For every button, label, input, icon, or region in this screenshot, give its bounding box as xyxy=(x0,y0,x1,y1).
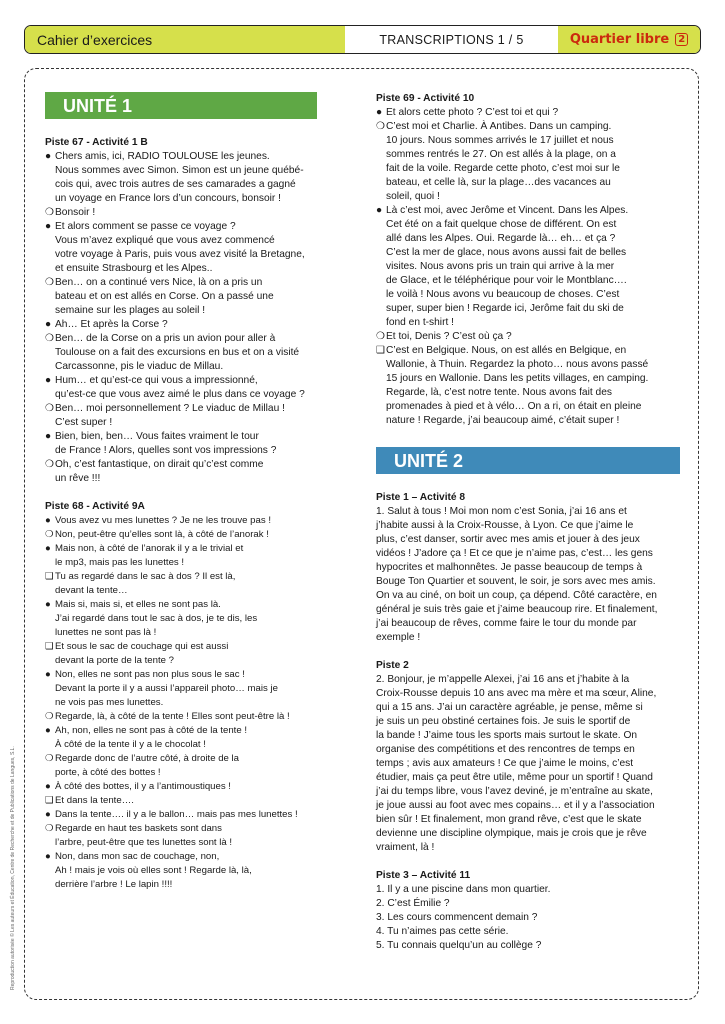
dialogue-text: ne vois pas mes lunettes. xyxy=(55,697,164,708)
dialogue-text: Cet été on a fait quelque chose de différent. On est xyxy=(386,219,617,230)
dialogue-text: Non, peut-être qu’elles sont là, à côté de l’anorak ! xyxy=(55,529,269,540)
dialogue-line xyxy=(45,248,335,262)
dialogue-line xyxy=(376,344,682,358)
dialogue-line xyxy=(45,150,335,164)
dialogue-line xyxy=(376,162,682,176)
dialogue-text: super, super bien ! Regarde ici, Jerôme fait du ski de xyxy=(386,303,624,314)
dialogue-line xyxy=(45,192,335,206)
dialogue-line xyxy=(45,178,335,192)
dialogue-text: Carcassonne, pis le viaduc de Millau. xyxy=(55,361,224,372)
speaker-marker: ❍ xyxy=(45,207,55,218)
dialogue-line xyxy=(45,332,335,346)
transcript-line: Croix-Rousse depuis 10 ans avec ma mère et ma sœur, Aline, xyxy=(376,688,657,699)
dialogue-line xyxy=(45,276,335,290)
speaker-marker: ● xyxy=(45,431,52,442)
speaker-marker: ❍ xyxy=(45,823,54,834)
transcript-line: 1. Salut à tous ! Moi mon nom c’est Sonia, j’ai 16 ans et xyxy=(376,506,627,517)
dialogue-line xyxy=(376,232,682,246)
speaker-marker: ❍ xyxy=(45,753,54,764)
dialogue-text: semaine sur les plages au soleil ! xyxy=(55,305,206,316)
dialogue-text: de Glace, et le téléphérique pour voir le Montblanc…. xyxy=(386,275,627,286)
transcript-line: 3. Les cours commencent demain ? xyxy=(376,912,538,923)
dialogue-line xyxy=(45,220,335,234)
dialogue-line xyxy=(45,556,335,570)
dialogue-text: bateau et on est allés en Corse. On a passé une xyxy=(55,291,274,302)
speaker-marker: ● xyxy=(376,107,383,118)
dialogue-line xyxy=(376,106,682,120)
speaker-marker: ● xyxy=(45,543,51,554)
dialogue-text: Toulouse on a fait des excursions en bus et on a visité xyxy=(55,347,300,358)
dialogue-line xyxy=(45,304,335,318)
dialogue-line xyxy=(45,780,335,794)
dialogue-text: 10 jours. Nous sommes arrivés le 17 juillet et nous xyxy=(386,135,614,146)
speaker-marker: ● xyxy=(45,725,51,736)
speaker-marker: ● xyxy=(45,319,52,330)
dialogue-text: devant la porte de la tente ? xyxy=(55,655,174,666)
dialogue-text: Tu as regardé dans le sac à dos ? Il est là, xyxy=(55,571,236,582)
dialogue-line xyxy=(45,766,335,780)
dialogue-line xyxy=(45,206,335,220)
speaker-marker: ❍ xyxy=(376,121,386,132)
dialogue-text: Regarde, là, à côté de la tente ! Elles sont peut-être là ! xyxy=(55,711,290,722)
dialogue-line xyxy=(376,330,682,344)
dialogue-line xyxy=(376,260,682,274)
dialogue-text: 15 jours en Wallonie. Dans les petits villages, en camping. xyxy=(386,373,649,384)
dialogue-text: et ensuite Strasbourg et les Alpes.. xyxy=(55,263,213,274)
dialogue-text: Oh, c’est fantastique, on dirait qu’c’est comme xyxy=(55,459,264,470)
transcript-line: général je suis très gaie et j’aime beaucoup rire. Et finalement, xyxy=(376,604,658,615)
transcript-line: organise des compétitions et des rencontres de temps en xyxy=(376,744,635,755)
dialogue-line xyxy=(376,176,682,190)
transcript-line: On va au ciné, on boit un coup, ça dépend. Côté caractère, en xyxy=(376,590,657,601)
transcript-line: exemple ! xyxy=(376,632,421,643)
dialogue-text: Mais si, mais si, et elles ne sont pas là. xyxy=(55,599,221,610)
dialogue-text: Mais non, à côté de l’anorak il y a le trivial et xyxy=(55,543,244,554)
dialogue-line xyxy=(376,218,682,232)
dialogue-text: Et sous le sac de couchage qui est aussi xyxy=(55,641,229,652)
dialogue-text: Chers amis, ici, RADIO TOULOUSE les jeunes. xyxy=(55,151,270,162)
transcript-line: 4. Tu n’aimes pas cette série. xyxy=(376,926,509,937)
dialogue-text: un rêve !!! xyxy=(55,473,101,484)
dialogue-text: le voilà ! Nous avons vu beaucoup de choses. C’est xyxy=(386,289,620,300)
dialogue-text: Et dans la tente…. xyxy=(55,795,134,806)
piste-69-transcript xyxy=(376,106,682,428)
dialogue-text: Ah, non, elles ne sont pas à côté de la tente ! xyxy=(55,725,248,736)
piste-2-title: Piste 2 xyxy=(376,660,409,671)
dialogue-text: fond en t-shirt ! xyxy=(386,317,454,328)
dialogue-text: porte, à côté des bottes ! xyxy=(55,767,161,778)
piste-69-title: Piste 69 - Activité 10 xyxy=(376,93,475,104)
dialogue-text: Regarde, là, c’est notre tente. Nous avons fait des xyxy=(386,387,612,398)
dialogue-text: visites. Nous avons pris un train qui arrive à la mer xyxy=(386,261,615,272)
transcript-line: bien sûr ! Et finalement, mon grand rêve, c’est que le skate xyxy=(376,814,642,825)
dialogue-line xyxy=(45,822,335,836)
dialogue-line xyxy=(45,528,335,542)
dialogue-text: Regarde donc de l’autre côté, à droite de la xyxy=(55,753,240,764)
brand-logo xyxy=(558,26,700,53)
header-book-title: Cahier d’exercices xyxy=(25,26,345,53)
piste-68-title: Piste 68 - Activité 9A xyxy=(45,501,145,512)
dialogue-text: de France ! Alors, quelles sont vos impressions ? xyxy=(55,445,277,456)
dialogue-line xyxy=(45,346,335,360)
transcript-line: Bouge Ton Quartier et souvent, le soir, je sors avec mes amis. xyxy=(376,576,656,587)
dialogue-line xyxy=(376,148,682,162)
brand-name: Quartier libre xyxy=(569,32,670,47)
transcript-line: 1. Il y a une piscine dans mon quartier. xyxy=(376,884,551,895)
piste-68-transcript xyxy=(45,514,335,892)
dialogue-text: Et alors comment se passe ce voyage ? xyxy=(55,221,236,232)
dialogue-line xyxy=(376,246,682,260)
dialogue-line xyxy=(45,612,335,626)
dialogue-line xyxy=(45,472,335,486)
dialogue-text: C’est en Belgique. Nous, on est allés en Belgique, en xyxy=(386,345,627,356)
transcript-line: la bande ! J’aime tous les sports mais surtout le skate. On xyxy=(376,730,638,741)
transcript-line: plus, c’est danser, sortir avec mes amis et jouer à des jeux xyxy=(376,534,640,545)
dialogue-line xyxy=(45,794,335,808)
speaker-marker: ❍ xyxy=(45,333,55,344)
dialogue-text: Ah… Et après la Corse ? xyxy=(55,319,168,330)
transcript-line: j’ai du temps libre, vous l’avez deviné, je m’entraîne au skate, xyxy=(376,786,653,797)
dialogue-line xyxy=(45,164,335,178)
left-column xyxy=(45,92,335,892)
speaker-marker: ● xyxy=(45,599,51,610)
dialogue-text: sommes rentrés le 27. On est allés à la plage, on a xyxy=(386,149,616,160)
dialogue-text: Ben… de la Corse on a pris un avion pour aller à xyxy=(55,333,276,344)
dialogue-text: nature ! Regarde, j’ai beaucoup aimé, c’était super ! xyxy=(386,415,620,426)
dialogue-line xyxy=(45,752,335,766)
dialogue-text: C’est super ! xyxy=(55,417,113,428)
transcript-line: je joue aussi au foot avec mes copains… et il y a l’association xyxy=(376,800,655,811)
piste-1-transcript xyxy=(376,505,682,645)
dialogue-line xyxy=(45,724,335,738)
dialogue-text: Non, dans mon sac de couchage, non, xyxy=(55,851,220,862)
dialogue-text: Non, elles ne sont pas non plus sous le sac ! xyxy=(55,669,245,680)
transcript-line: vidéos ! J’adore ça ! Et ce que je n’aime pas, c’est… les gens xyxy=(376,548,653,559)
dialogue-line xyxy=(45,584,335,598)
speaker-marker: ❑ xyxy=(45,571,54,582)
speaker-marker: ● xyxy=(45,151,52,162)
dialogue-line xyxy=(45,836,335,850)
transcript-line: j’ai beaucoup de rêves, comme faire le tour du monde par xyxy=(376,618,637,629)
unit-1-banner: UNITÉ 1 xyxy=(45,92,317,119)
piste-1-title: Piste 1 – Activité 8 xyxy=(376,492,466,503)
dialogue-line xyxy=(45,444,335,458)
dialogue-text: bateau, et celle là, sur la plage…des vacances au xyxy=(386,177,611,188)
dialogue-line xyxy=(376,204,682,218)
transcript-line: j’habite aussi à la Croix-Rousse, à Lyon. Ce que j’aime le xyxy=(376,520,634,531)
dialogue-text: Vous m’avez expliqué que vous avez commencé xyxy=(55,235,275,246)
piste-2-transcript xyxy=(376,673,682,855)
dialogue-text: soleil, quoi ! xyxy=(386,191,440,202)
speaker-marker: ❍ xyxy=(45,529,54,540)
dialogue-text: derrière l’arbre ! Le lapin !!!! xyxy=(55,879,173,890)
speaker-marker: ● xyxy=(45,221,52,232)
piste-3-title: Piste 3 – Activité 11 xyxy=(376,870,471,881)
transcript-line: temps ; avis aux amateurs ! Ce que j’aime le moins, c’est xyxy=(376,758,634,769)
speaker-marker: ● xyxy=(45,781,51,792)
speaker-marker: ❍ xyxy=(45,459,55,470)
transcript-line: 2. Bonjour, je m’appelle Alexei, j’ai 16 ans et j’habite à la xyxy=(376,674,630,685)
speaker-marker: ❍ xyxy=(45,711,54,722)
dialogue-line xyxy=(376,190,682,204)
dialogue-text: Ben… on a continué vers Nice, là on a pris un xyxy=(55,277,263,288)
dialogue-line xyxy=(376,386,682,400)
dialogue-line xyxy=(45,430,335,444)
dialogue-line xyxy=(45,360,335,374)
piste-67-title: Piste 67 - Activité 1 B xyxy=(45,137,148,148)
dialogue-line xyxy=(376,372,682,386)
dialogue-line xyxy=(45,850,335,864)
copyright-credit: Reproduction autorisée © Les auteurs et Éducation, Centre de Recherche et de Publications de Langues, S.L. xyxy=(10,746,16,990)
header-section-title: TRANSCRIPTIONS 1 / 5 xyxy=(379,32,524,47)
dialogue-line xyxy=(376,358,682,372)
dialogue-line xyxy=(45,682,335,696)
dialogue-text: Bien, bien, ben… Vous faites vraiment le tour xyxy=(55,431,259,442)
dialogue-text: promenades à pied et à vélo… On a ri, on était en pleine xyxy=(386,401,642,412)
dialogue-line xyxy=(45,458,335,472)
dialogue-text: votre voyage à Paris, puis vous avez visité la Bretagne, xyxy=(55,249,305,260)
speaker-marker: ● xyxy=(45,809,51,820)
dialogue-text: J’ai regardé dans tout le sac à dos, je te dis, les xyxy=(55,613,258,624)
dialogue-text: l’arbre, peut-être que tes lunettes sont là ! xyxy=(55,837,233,848)
dialogue-text: C’est moi et Charlie. À Antibes. Dans un camping. xyxy=(386,121,612,132)
dialogue-text: Et toi, Denis ? C’est où ça ? xyxy=(386,331,512,342)
dialogue-text: Devant la porte il y a aussi l’appareil photo… mais je xyxy=(55,683,278,694)
dialogue-text: lunettes ne sont pas là ! xyxy=(55,627,157,638)
dialogue-line xyxy=(376,120,682,134)
transcript-line: devienne une discipline olympique, mais je crois que je rêve xyxy=(376,828,647,839)
speaker-marker: ❑ xyxy=(376,345,386,356)
speaker-marker: ❍ xyxy=(45,403,55,414)
dialogue-text: Dans la tente…. il y a le ballon… mais pas mes lunettes ! xyxy=(55,809,298,820)
dialogue-text: Ah ! mais je vois où elles sont ! Regarde là, là, xyxy=(55,865,252,876)
speaker-marker: ● xyxy=(45,669,51,680)
transcript-line: je suis un peu obstiné certaines fois. Je suis le sportif de xyxy=(376,716,631,727)
speaker-marker: ❍ xyxy=(376,331,386,342)
dialogue-text: C’est la mer de glace, nous avons aussi fait de belles xyxy=(386,247,627,258)
dialogue-line xyxy=(45,878,335,892)
dialogue-text: allé dans les Alpes. Oui. Regarde là… eh… et ça ? xyxy=(386,233,616,244)
dialogue-line xyxy=(45,234,335,248)
dialogue-line xyxy=(376,134,682,148)
dialogue-line xyxy=(45,598,335,612)
dialogue-line xyxy=(45,654,335,668)
piste-67-transcript xyxy=(45,150,335,486)
dialogue-line xyxy=(376,400,682,414)
dialogue-text: Regarde en haut tes baskets sont dans xyxy=(55,823,222,834)
dialogue-text: Vous avez vu mes lunettes ? Je ne les trouve pas ! xyxy=(55,515,271,526)
dialogue-text: À côté des bottes, il y a l’antimoustiques ! xyxy=(55,781,231,792)
transcript-line: 2. C’est Émilie ? xyxy=(376,898,450,909)
transcript-line: qui a 15 ans. J’ai un caractère agréable, je pense, même si xyxy=(376,702,643,713)
dialogue-line xyxy=(45,388,335,402)
brand-number: 2 xyxy=(675,33,688,46)
speaker-marker: ❑ xyxy=(45,795,54,806)
dialogue-text: qu’est-ce que vous avez aimé le plus dans ce voyage ? xyxy=(55,389,305,400)
dialogue-line xyxy=(376,274,682,288)
dialogue-text: Bonsoir ! xyxy=(55,207,96,218)
dialogue-line xyxy=(45,416,335,430)
dialogue-text: À côté de la tente il y a le chocolat ! xyxy=(55,739,206,750)
dialogue-line xyxy=(45,290,335,304)
dialogue-line xyxy=(45,318,335,332)
dialogue-line xyxy=(45,374,335,388)
page-header xyxy=(24,25,701,54)
dialogue-line xyxy=(45,696,335,710)
dialogue-line xyxy=(45,542,335,556)
dialogue-line xyxy=(45,738,335,752)
transcript-line: 5. Tu connais quelqu’un au collège ? xyxy=(376,940,542,951)
dialogue-text: Ben… moi personnellement ? Le viaduc de Millau ! xyxy=(55,403,285,414)
speaker-marker: ● xyxy=(376,205,383,216)
unit-2-banner: UNITÉ 2 xyxy=(376,447,680,474)
dialogue-text: Et alors cette photo ? C’est toi et qui ? xyxy=(386,107,559,118)
dialogue-text: le mp3, mais pas les lunettes ! xyxy=(55,557,185,568)
speaker-marker: ● xyxy=(45,851,51,862)
dialogue-line xyxy=(45,710,335,724)
dialogue-text: Nous sommes avec Simon. Simon est un jeune québé- xyxy=(55,165,304,176)
dialogue-line xyxy=(45,808,335,822)
dialogue-text: devant la tente… xyxy=(55,585,128,596)
right-column xyxy=(376,92,682,953)
dialogue-line xyxy=(45,864,335,878)
transcript-line: hypocrites et malhonnêtes. Je passe beaucoup de temps à xyxy=(376,562,643,573)
dialogue-line xyxy=(376,302,682,316)
dialogue-line xyxy=(45,262,335,276)
speaker-marker: ● xyxy=(45,375,52,386)
speaker-marker: ❍ xyxy=(45,277,55,288)
dialogue-line xyxy=(45,668,335,682)
dialogue-line xyxy=(45,514,335,528)
dialogue-text: fait de la voile. Regarde cette photo, c’est moi sur le xyxy=(386,163,620,174)
dialogue-text: un voyage en France lors d’un concours, bonsoir ! xyxy=(55,193,281,204)
dialogue-line xyxy=(45,402,335,416)
speaker-marker: ● xyxy=(45,515,51,526)
piste-3-transcript xyxy=(376,883,682,953)
transcript-line: étudier, mais ça peut être utile, même pour un sportif ! Quand xyxy=(376,772,653,783)
speaker-marker: ❑ xyxy=(45,641,54,652)
transcript-line: vraiment, là ! xyxy=(376,842,435,853)
dialogue-text: cois qui, avec trois autres de ses camarades a gagné xyxy=(55,179,296,190)
dialogue-line xyxy=(376,288,682,302)
dialogue-line xyxy=(45,570,335,584)
dialogue-text: Hum… et qu’est-ce qui vous a impressionné, xyxy=(55,375,258,386)
dialogue-line xyxy=(45,626,335,640)
dialogue-text: Wallonie, à Thuin. Regardez la photo… nous avons passé xyxy=(386,359,649,370)
dialogue-text: Là c’est moi, avec Jerôme et Vincent. Dans les Alpes. xyxy=(386,205,629,216)
dialogue-line xyxy=(45,640,335,654)
dialogue-line xyxy=(376,316,682,330)
dialogue-line xyxy=(376,414,682,428)
